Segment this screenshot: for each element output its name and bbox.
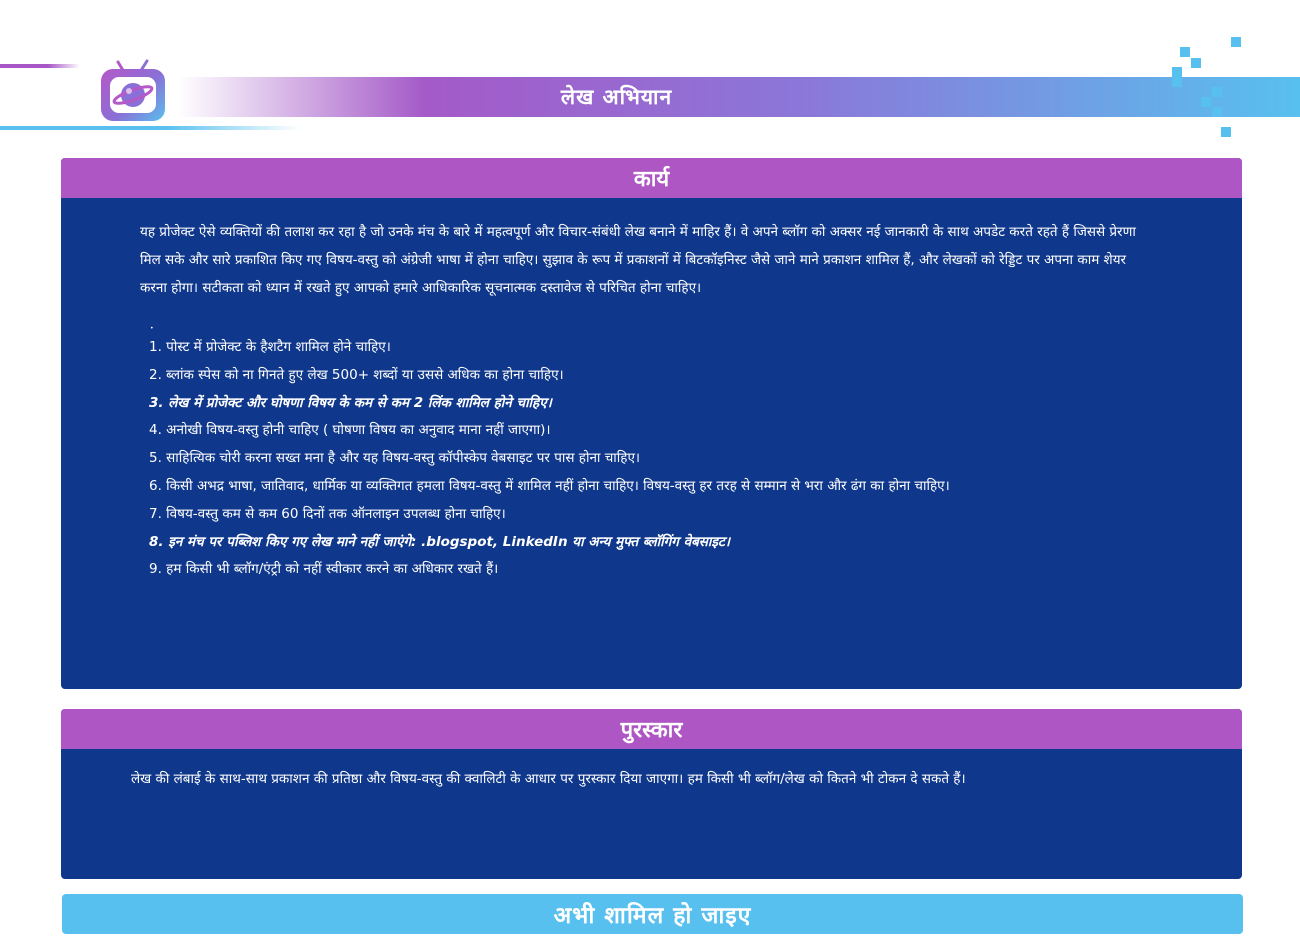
decor-pixel — [1212, 107, 1222, 117]
rule-item: 3. लेख में प्रोजेक्ट और घोषणा विषय के कम से कम 2 लिंक शामिल होने चाहिए। — [149, 394, 552, 411]
join-button[interactable]: अभी शामिल हो जाइए — [62, 894, 1243, 934]
page-header — [0, 0, 1300, 145]
reward-body — [61, 749, 1242, 791]
decor-pixel — [1221, 127, 1231, 137]
rule-item: 2. ब्लांक स्पेस को ना गिनते हुए लेख 500+ शब्दों या उससे अधिक का होना चाहिए। — [149, 366, 564, 383]
rule-item: 1. पोस्ट में प्रोजेक्ट के हैशटैग शामिल होने चाहिए। — [149, 339, 391, 355]
bullet-dot: • — [150, 325, 154, 332]
reward-text: लेख की लंबाई के साथ-साथ प्रकाशन की प्रतिष्ठा और विषय-वस्तु की क्वालिटी के आधार पर पुरस्कार दिया जाएगा। हम किसी भी ब्लॉग/लेख को कितने भी टोकन दे सकते हैं। — [131, 771, 966, 787]
decor-pixel — [1212, 87, 1222, 97]
rule-item: 7. विषय-वस्तु कम से कम 60 दिनों तक ऑनलाइन उपलब्ध होना चाहिए। — [149, 505, 506, 522]
decor-pixel — [1172, 67, 1182, 77]
work-panel — [61, 158, 1242, 689]
page-title: लेख अभियान — [560, 85, 673, 109]
reward-heading: पुरस्कार — [61, 709, 1242, 749]
rule-item: 8. इन मंच पर पब्लिश किए गए लेख माने नहीं जाएंगे: .blogspot, LinkedIn या अन्य मुफ्त ब्लॉगिंग वेबसाइट। — [149, 533, 730, 550]
rules-list — [61, 334, 1242, 584]
title-banner — [178, 77, 1300, 117]
decor-line-top — [0, 64, 80, 68]
work-heading: कार्य — [61, 158, 1242, 198]
rule-item: 6. किसी अभद्र भाषा, जातिवाद, धार्मिक या व्यक्तिगत हमला विषय-वस्तु में शामिल नहीं होना चाहिए। विषय-वस्तु हर तरह से सम्मान से भरा और ढंग का होना चाहिए। — [149, 477, 950, 494]
rule-item: 9. हम किसी भी ब्लॉग/एंट्री को नहीं स्वीकार करने का अधिकार रखते हैं। — [149, 561, 499, 578]
decor-line-bottom — [0, 126, 300, 130]
decor-pixel — [1172, 77, 1182, 87]
decor-pixel — [1231, 37, 1241, 47]
decor-pixel — [1191, 58, 1201, 68]
reward-panel — [61, 709, 1242, 879]
decor-pixel — [1201, 97, 1211, 107]
rule-item: 5. साहित्यिक चोरी करना सख्त मना है और यह विषय-वस्तु कॉपीस्केप वेबसाइट पर पास होना चाहिए। — [149, 450, 641, 467]
tv-planet-icon — [101, 69, 165, 121]
work-body — [61, 198, 1242, 584]
decor-pixel — [1180, 47, 1190, 57]
work-intro: यह प्रोजेक्ट ऐसे व्यक्तियों की तलाश कर रहा है जो उनके मंच के बारे में महत्वपूर्ण और विचार-संबंधी लेख बनाने में माहिर हैं। वे अपने ब्लॉग को अक्सर नई जानकारी के साथ अपडेट करते रहते हैं जिससे प्रेरणा मिल सके और सारे प्रकाशित किए गए विषय-वस्तु को अंग्रेजी भाषा में होना चाहिए। सुझाव के रूप में प्रकाशनों में बिटकॉइनिस्ट जैसे जाने माने प्रकाशन शामिल हैं, और लेखकों को रेड्डिट पर अपना काम शेयर करना होगा। सटीकता को ध्यान में रखते हुए आपको हमारे आधिकारिक सूचनात्मक दस्तावेज से परिचित होना चाहिए। — [140, 224, 1136, 296]
rule-item: 4. अनोखी विषय-वस्तु होनी चाहिए ( घोषणा विषय का अनुवाद माना नहीं जाएगा)। — [149, 422, 551, 439]
